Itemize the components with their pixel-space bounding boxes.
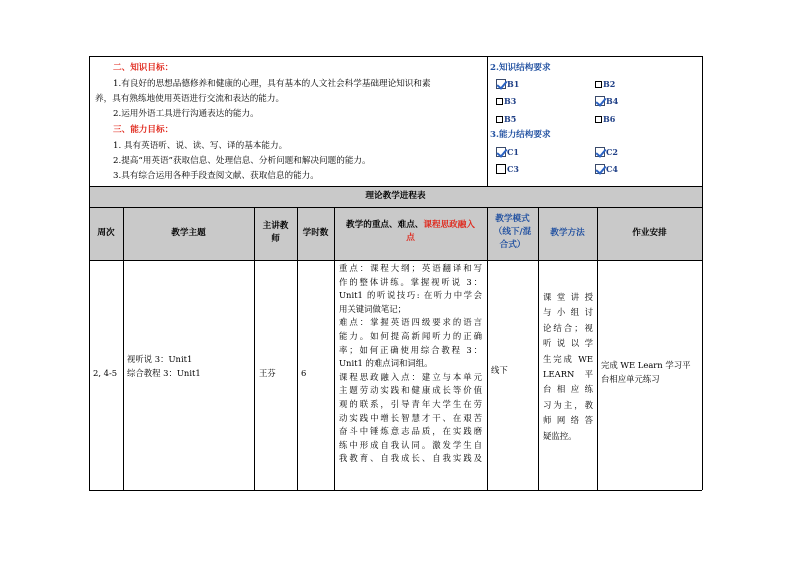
checkbox-b4[interactable] xyxy=(595,95,618,108)
row-topic-line2: 综合教程 3：Unit1 xyxy=(127,367,201,378)
knowledge-goal-1-line1: 1.有良好的思想品德修养和健康的心理，具有基本的人文社会科学基础理论知识和素 xyxy=(113,79,431,89)
col-header-focus-red: 课程思政融入 xyxy=(423,220,475,230)
method-line: 疑监控。 xyxy=(543,430,577,441)
row-homework-line1: 完成 WE Learn 学习平 xyxy=(601,360,691,370)
focus-line: Unit1 的听说技巧: 在听力中学会 xyxy=(339,290,482,301)
unchecked-box-icon xyxy=(496,164,506,174)
checkbox-b3[interactable] xyxy=(496,95,516,108)
checkbox-c4[interactable] xyxy=(595,163,618,176)
checkbox-b1[interactable] xyxy=(496,78,519,91)
checkbox-c1[interactable] xyxy=(496,146,519,159)
row-homework xyxy=(601,359,691,386)
focus-line: 课程思政融入点：建立与本单元 xyxy=(339,371,482,382)
ability-structure-heading: 3.能力结构要求 xyxy=(490,130,551,140)
method-line: 习为主，教 xyxy=(543,399,593,410)
method-line: 与 小 组 讨 xyxy=(543,307,593,318)
checked-box-icon xyxy=(595,147,605,157)
checkbox-c2[interactable] xyxy=(595,146,618,159)
checkbox-label: C3 xyxy=(507,164,519,174)
method-line: 论结合；视 xyxy=(543,322,593,333)
knowledge-goals-heading: 二、知识目标： xyxy=(113,63,174,73)
focus-line: 难点：掌握英语四级要求的语言 xyxy=(339,317,482,328)
focus-line: 用关键词做笔记； xyxy=(339,303,406,314)
ability-goal-3: 3.具有综合运用各种手段查阅文献、获取信息的能力。 xyxy=(113,171,319,181)
checkbox-label: B4 xyxy=(606,96,619,106)
focus-line: Unit1 的难点词和词组。 xyxy=(339,358,433,369)
checkbox-label: C2 xyxy=(606,147,618,157)
col-header-topic: 教学主题 xyxy=(171,228,206,238)
unchecked-box-icon xyxy=(595,81,602,88)
checkbox-label: C4 xyxy=(606,164,618,174)
col-header-focus-red-line2: 点 xyxy=(406,233,415,243)
method-line: 台 相 应 练 xyxy=(543,384,593,395)
checkbox-b6[interactable] xyxy=(595,113,615,126)
col-header-hours: 学时数 xyxy=(302,228,329,238)
ability-goal-1: 1. 具有英语听、说、读、写、译的基本能力。 xyxy=(113,141,288,151)
col-header-week: 周次 xyxy=(97,228,115,238)
checkbox-label: B5 xyxy=(504,114,517,124)
row-hours: 6 xyxy=(301,368,307,378)
knowledge-structure-heading: 2.知识结构要求 xyxy=(490,63,551,73)
method-line: 听 说 以 学 xyxy=(543,338,593,349)
focus-line: 作的整体讲练。掌握视听说 3： xyxy=(339,276,482,287)
checked-box-icon xyxy=(496,79,506,89)
method-line: LEARN 平 xyxy=(543,369,593,380)
col-header-mode-line3: 合式） xyxy=(499,240,526,250)
col-header-focus-black: 教学的重点、难点、 xyxy=(346,220,424,230)
unchecked-box-icon xyxy=(496,116,503,123)
col-header-mode xyxy=(487,213,538,252)
checkbox-label: B3 xyxy=(504,96,517,106)
focus-line: 动实践中增长智慧才干、在艰苦 xyxy=(339,412,482,423)
col-header-teacher-line1: 主讲教 xyxy=(262,221,289,231)
focus-line: 我教育、自我成长、自我实践及 xyxy=(339,453,482,464)
table-right-border xyxy=(702,56,703,490)
row-teacher: 王芬 xyxy=(259,368,276,378)
method-line: 生完成 WE xyxy=(543,353,593,364)
focus-line: 重点：课程大纲；英语翻译和写 xyxy=(339,263,482,273)
unchecked-box-icon xyxy=(496,98,503,105)
row-homework-line2: 台相应单元练习 xyxy=(601,373,660,384)
checkbox-label: B1 xyxy=(507,79,520,89)
checkbox-b2[interactable] xyxy=(595,78,615,91)
checkbox-label: C1 xyxy=(507,147,519,157)
col-header-method: 教学方法 xyxy=(550,228,585,238)
row-topic xyxy=(127,353,201,380)
col-header-teacher-line2: 师 xyxy=(271,234,280,244)
row-week: 2, 4-5 xyxy=(93,368,118,378)
row-focus xyxy=(339,262,482,466)
ability-goal-2: 2.提高“用英语”获取信息、处理信息、分析问题和解决问题的能力。 xyxy=(113,156,371,166)
header-row-bottom xyxy=(89,260,702,261)
focus-line: 观的联系，引导青年大学生在劳 xyxy=(339,398,482,409)
col-header-homework: 作业安排 xyxy=(632,228,667,238)
focus-line: 奋斗中锤炼意志品质，在实践磨 xyxy=(339,426,482,437)
row-mode: 线下 xyxy=(491,365,508,375)
checked-box-icon xyxy=(595,96,605,106)
knowledge-goal-1-line2: 养，具有熟练地使用英语进行交流和表达的能力。 xyxy=(95,94,285,104)
focus-line: 练中形成自我认同。激发学生自 xyxy=(339,439,482,450)
method-line: 师 网 络 答 xyxy=(543,415,593,426)
checkbox-label: B6 xyxy=(603,114,616,124)
col-header-teacher xyxy=(254,220,297,246)
checkbox-c3[interactable] xyxy=(496,163,519,176)
table-top-border xyxy=(89,56,702,57)
schedule-title: 理论教学进程表 xyxy=(365,191,426,201)
focus-line: 能力。如何提高新闻听力的正确 xyxy=(339,330,482,341)
method-line: 课 堂 讲 授 xyxy=(543,292,593,302)
checked-box-icon xyxy=(595,164,605,174)
table-left-border xyxy=(89,56,90,490)
checkbox-label: B2 xyxy=(603,79,616,89)
focus-line: 主题劳动实践和健康成长等价值 xyxy=(339,385,482,396)
col-header-mode-line2: （线下/混 xyxy=(493,227,532,237)
goals-divider xyxy=(487,56,488,186)
unchecked-box-icon xyxy=(595,116,602,123)
knowledge-goal-2: 2.运用外语工具进行沟通表达的能力。 xyxy=(113,109,259,119)
col-header-mode-line1: 教学模式 xyxy=(495,214,530,224)
table-bottom-border xyxy=(89,490,702,491)
ability-goals-heading: 三、能力目标： xyxy=(113,125,174,135)
row-method xyxy=(543,290,593,444)
col-header-focus xyxy=(334,219,487,245)
row-topic-line1: 视听说 3：Unit1 xyxy=(127,354,193,364)
focus-line: 率；如何正确使用综合教程 3： xyxy=(339,344,482,355)
checkbox-b5[interactable] xyxy=(496,113,516,126)
checked-box-icon xyxy=(496,147,506,157)
